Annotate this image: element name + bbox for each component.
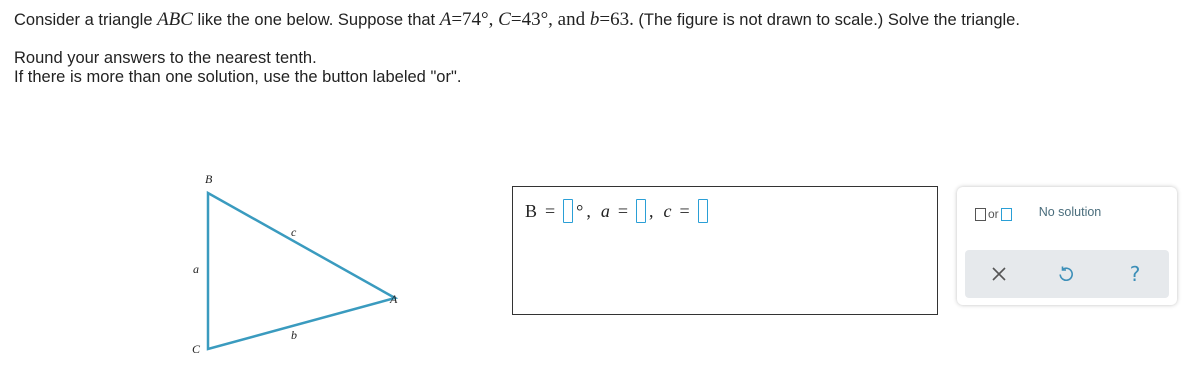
comma: ,	[586, 200, 591, 221]
undo-icon	[1057, 265, 1075, 283]
degree-symbol: °	[576, 200, 584, 221]
equals-sign: =	[545, 200, 556, 221]
value-b: =63.	[599, 9, 634, 30]
help-icon: ?	[1129, 262, 1141, 286]
toolbar-bottom	[965, 250, 1169, 298]
input-a[interactable]	[636, 199, 646, 223]
side-c-label: c	[291, 225, 297, 239]
answer-a-label: a	[600, 200, 610, 221]
comma: ,	[649, 200, 654, 221]
question-part: like the one below. Suppose that	[192, 11, 440, 29]
triangle-figure	[185, 165, 415, 360]
side-a-label: a	[193, 262, 199, 276]
vertex-C-label: C	[192, 342, 201, 356]
var-A: A	[439, 9, 452, 30]
value-C: =43°, and	[510, 9, 590, 30]
or-button[interactable]	[975, 207, 1012, 221]
or-left-box-icon	[975, 208, 986, 221]
or-right-box-icon	[1001, 208, 1012, 221]
input-B[interactable]	[563, 199, 573, 223]
input-c[interactable]	[698, 199, 708, 223]
answer-B-label: B	[525, 200, 538, 221]
answer-toolbar	[957, 187, 1177, 305]
triangle-shape	[208, 193, 395, 349]
help-button[interactable]	[1105, 250, 1165, 298]
or-label: or	[988, 207, 999, 221]
value-A: =74°,	[451, 9, 499, 30]
equals-sign: =	[679, 200, 690, 221]
answer-line	[525, 199, 708, 223]
var-b: b	[589, 9, 600, 30]
equals-sign: =	[617, 200, 629, 221]
vertex-B-label: B	[205, 172, 213, 186]
toolbar-top	[957, 187, 1177, 249]
question-part: Consider a triangle	[14, 11, 158, 29]
vertex-A-label: A	[390, 292, 398, 306]
side-b-label: b	[291, 328, 297, 342]
x-icon	[991, 266, 1007, 282]
no-solution-button[interactable]: No solution	[1038, 205, 1102, 219]
answer-c-label: c	[663, 200, 672, 221]
question-part: (The figure is not drawn to scale.) Solve the triangle.	[633, 11, 1020, 29]
clear-button[interactable]	[969, 250, 1029, 298]
instruction-round: Round your answers to the nearest tenth.	[14, 49, 317, 67]
var-C: C	[498, 9, 511, 30]
question-text	[14, 9, 1020, 31]
triangle-name: ABC	[157, 9, 193, 30]
undo-button[interactable]	[1036, 250, 1096, 298]
instruction-or: If there is more than one solution, use the button labeled "or".	[14, 68, 462, 86]
answer-box[interactable]	[512, 186, 938, 315]
